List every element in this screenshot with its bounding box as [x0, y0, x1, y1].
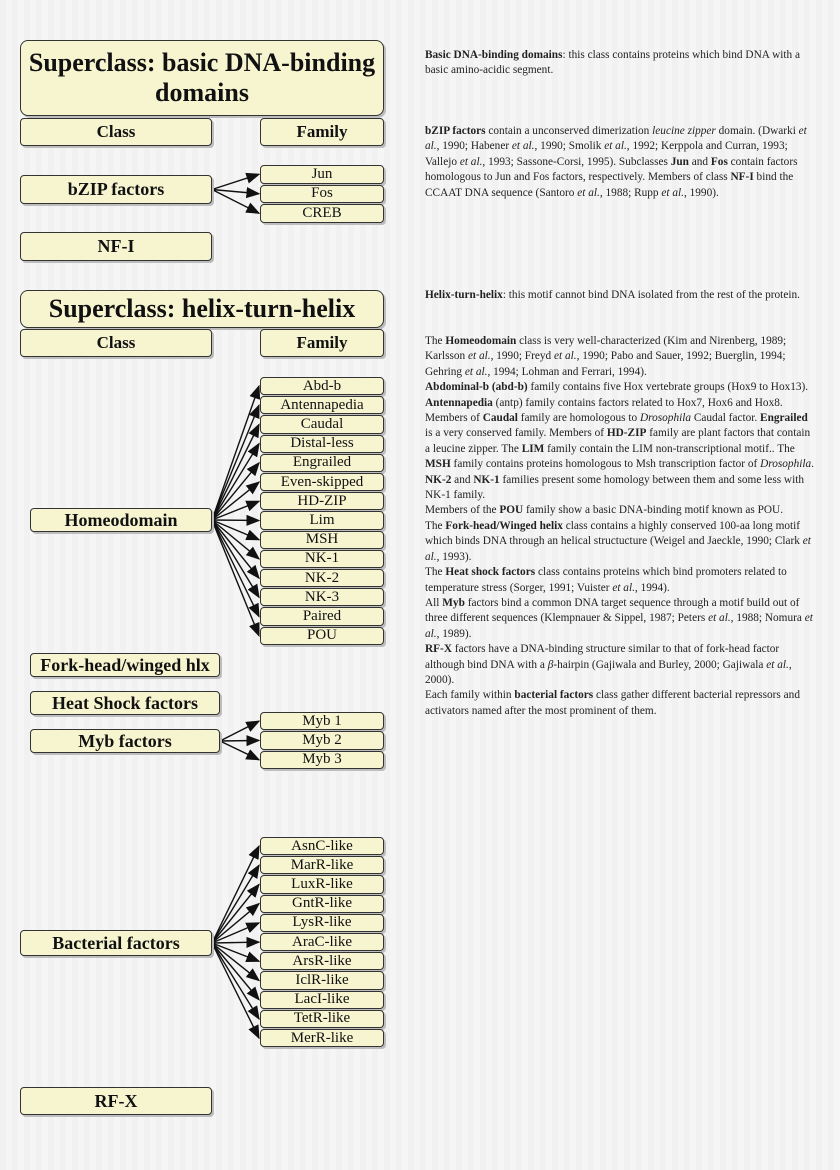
family-marr-like: MarR-like	[260, 856, 384, 874]
family-gntr-like: GntR-like	[260, 895, 384, 913]
class-forkhead: Fork-head/winged hlx	[30, 653, 220, 677]
family-antennapedia: Antennapedia	[260, 396, 384, 414]
superclass-hth-title: Superclass: helix-turn-helix	[20, 290, 384, 328]
superclass-basic-title: Superclass: basic DNA-binding domains	[20, 40, 384, 116]
family-lysr-like: LysR-like	[260, 914, 384, 932]
desc-hth: Helix-turn-helix: this motif cannot bind DNA isolated from the rest of the protein.	[425, 289, 800, 301]
myb-arrow-2	[220, 741, 259, 760]
family-myb-3: Myb 3	[260, 751, 384, 769]
family-luxr-like: LuxR-like	[260, 875, 384, 893]
family-arac-like: AraC-like	[260, 933, 384, 951]
family-pou: POU	[260, 627, 384, 645]
class-header: Class	[20, 329, 212, 357]
homeo-arrow-7	[212, 520, 259, 521]
family-lim: Lim	[260, 511, 384, 529]
family-caudal: Caudal	[260, 415, 384, 433]
bact-arrow-9	[212, 943, 259, 1019]
family-myb-1: Myb 1	[260, 712, 384, 730]
bzip-arrow-0	[212, 174, 259, 189]
family-fos: Fos	[260, 185, 384, 204]
homeo-arrow-0	[212, 386, 259, 520]
class-myb: Myb factors	[30, 729, 220, 753]
family-jun: Jun	[260, 165, 384, 184]
family-paired: Paired	[260, 607, 384, 625]
family-even-skipped: Even-skipped	[260, 473, 384, 491]
family-header: Family	[260, 118, 384, 146]
desc-basic: Basic DNA-binding domains: this class contains proteins which bind DNA with a basic amino-acidic segment.	[425, 49, 801, 77]
family-laci-like: LacI-like	[260, 991, 384, 1009]
class-heatshock: Heat Shock factors	[30, 691, 220, 715]
bact-arrow-3	[212, 904, 259, 943]
family-engrailed: Engrailed	[260, 454, 384, 472]
family-distal-less: Distal-less	[260, 435, 384, 453]
class-header: Class	[20, 118, 212, 146]
family-nk-2: NK-2	[260, 569, 384, 587]
family-abd-b: Abd-b	[260, 377, 384, 395]
class-bzip: bZIP factors	[20, 175, 212, 204]
desc-homeodomain: The Homeodomain class is very well-characterized (Kim and Nirenberg, 1989; Karlsson et al., 1990; Freyd et al., 1990; Pabo and Sauer, 1992; Buerglin, 1994; Gehring et al., 1994; Lohman and Ferrari, 1994). Abdominal-b (abd-b) family contains five Hox vertebrate groups (Hox9 to Hox13). Antennapedia (antp) family contains factors related to Hox7, Hox6 and Hox8. Members of Caudal family are homologous to Drosophila Caudal factor. Engrailed is a very conserved family. Members of HD-ZIP family are plant factors that contain a leucine zipper. The LIM family contain the LIM non-transcriptional motif.. The MSH family contains proteins homologous to Msh transcription factor of Drosophila. NK-2 and NK-1 families present some homology between them and some less with NK-1 family. Members of the POU family show a basic DNA-binding motif known as POU. The Fork-head/Winged helix class contains a highly conserved 100-aa long motif which binds DNA through an helical structucture (Weigel and Jaeckle, 1990; Clark et al., 1993). The Heat shock factors class contains proteins which bind promoters related to temperature stress (Sorger, 1991; Vuister et al., 1994). All Myb factors bind a common DNA target sequence through a motif build out of three different sequences (Klempnauer & Sippel, 1987; Peters et al., 1988; Nomura et al., 1989). RF-X factors have a DNA-binding structure similar to that of fork-head factor although bind DNA with a β-hairpin (Gajiwala and Burley, 2000; Gajiwala et al., 2000). Each family within bacterial factors class gather different bacterial repressors and activators named after the most prominent of them.	[425, 335, 814, 717]
class-nfi: NF-I	[20, 232, 212, 261]
homeo-arrow-11	[212, 520, 259, 597]
family-asnc-like: AsnC-like	[260, 837, 384, 855]
family-msh: MSH	[260, 531, 384, 549]
family-nk-3: NK-3	[260, 588, 384, 606]
desc-bzip: bZIP factors contain a unconserved dimerization leucine zipper domain. (Dwarki et al., 1990; Habener et al., 1990; Smolik et al., 1992; Kerppola and Curran, 1993; Vallejo et al., 1993; Sassone-Corsi, 1995). Subclasses Jun and Fos contain factors homologous to Jun and Fos factors, respectively. Members of class NF-I bind the CCAAT DNA sequence (Santoro et al., 1988; Rupp et al., 1990).	[425, 125, 807, 199]
class-homeodomain: Homeodomain	[30, 508, 212, 532]
family-tetr-like: TetR-like	[260, 1010, 384, 1028]
family-merr-like: MerR-like	[260, 1029, 384, 1047]
homeo-arrow-12	[212, 520, 259, 617]
homeo-arrow-9	[212, 520, 259, 559]
family-arsr-like: ArsR-like	[260, 952, 384, 970]
bact-arrow-1	[212, 865, 259, 943]
myb-arrow-0	[220, 721, 259, 741]
family-nk-1: NK-1	[260, 550, 384, 568]
bact-arrow-5	[212, 942, 259, 943]
class-bacterial: Bacterial factors	[20, 930, 212, 956]
bact-arrow-7	[212, 943, 259, 981]
family-iclr-like: IclR-like	[260, 971, 384, 989]
class-rfx: RF-X	[20, 1087, 212, 1115]
family-header: Family	[260, 329, 384, 357]
family-creb: CREB	[260, 204, 384, 223]
homeo-arrow-1	[212, 405, 259, 520]
family-myb-2: Myb 2	[260, 731, 384, 749]
myb-arrow-1	[220, 740, 259, 741]
bact-arrow-0	[212, 846, 259, 943]
bact-arrow-4	[212, 923, 259, 943]
family-hd-zip: HD-ZIP	[260, 492, 384, 510]
